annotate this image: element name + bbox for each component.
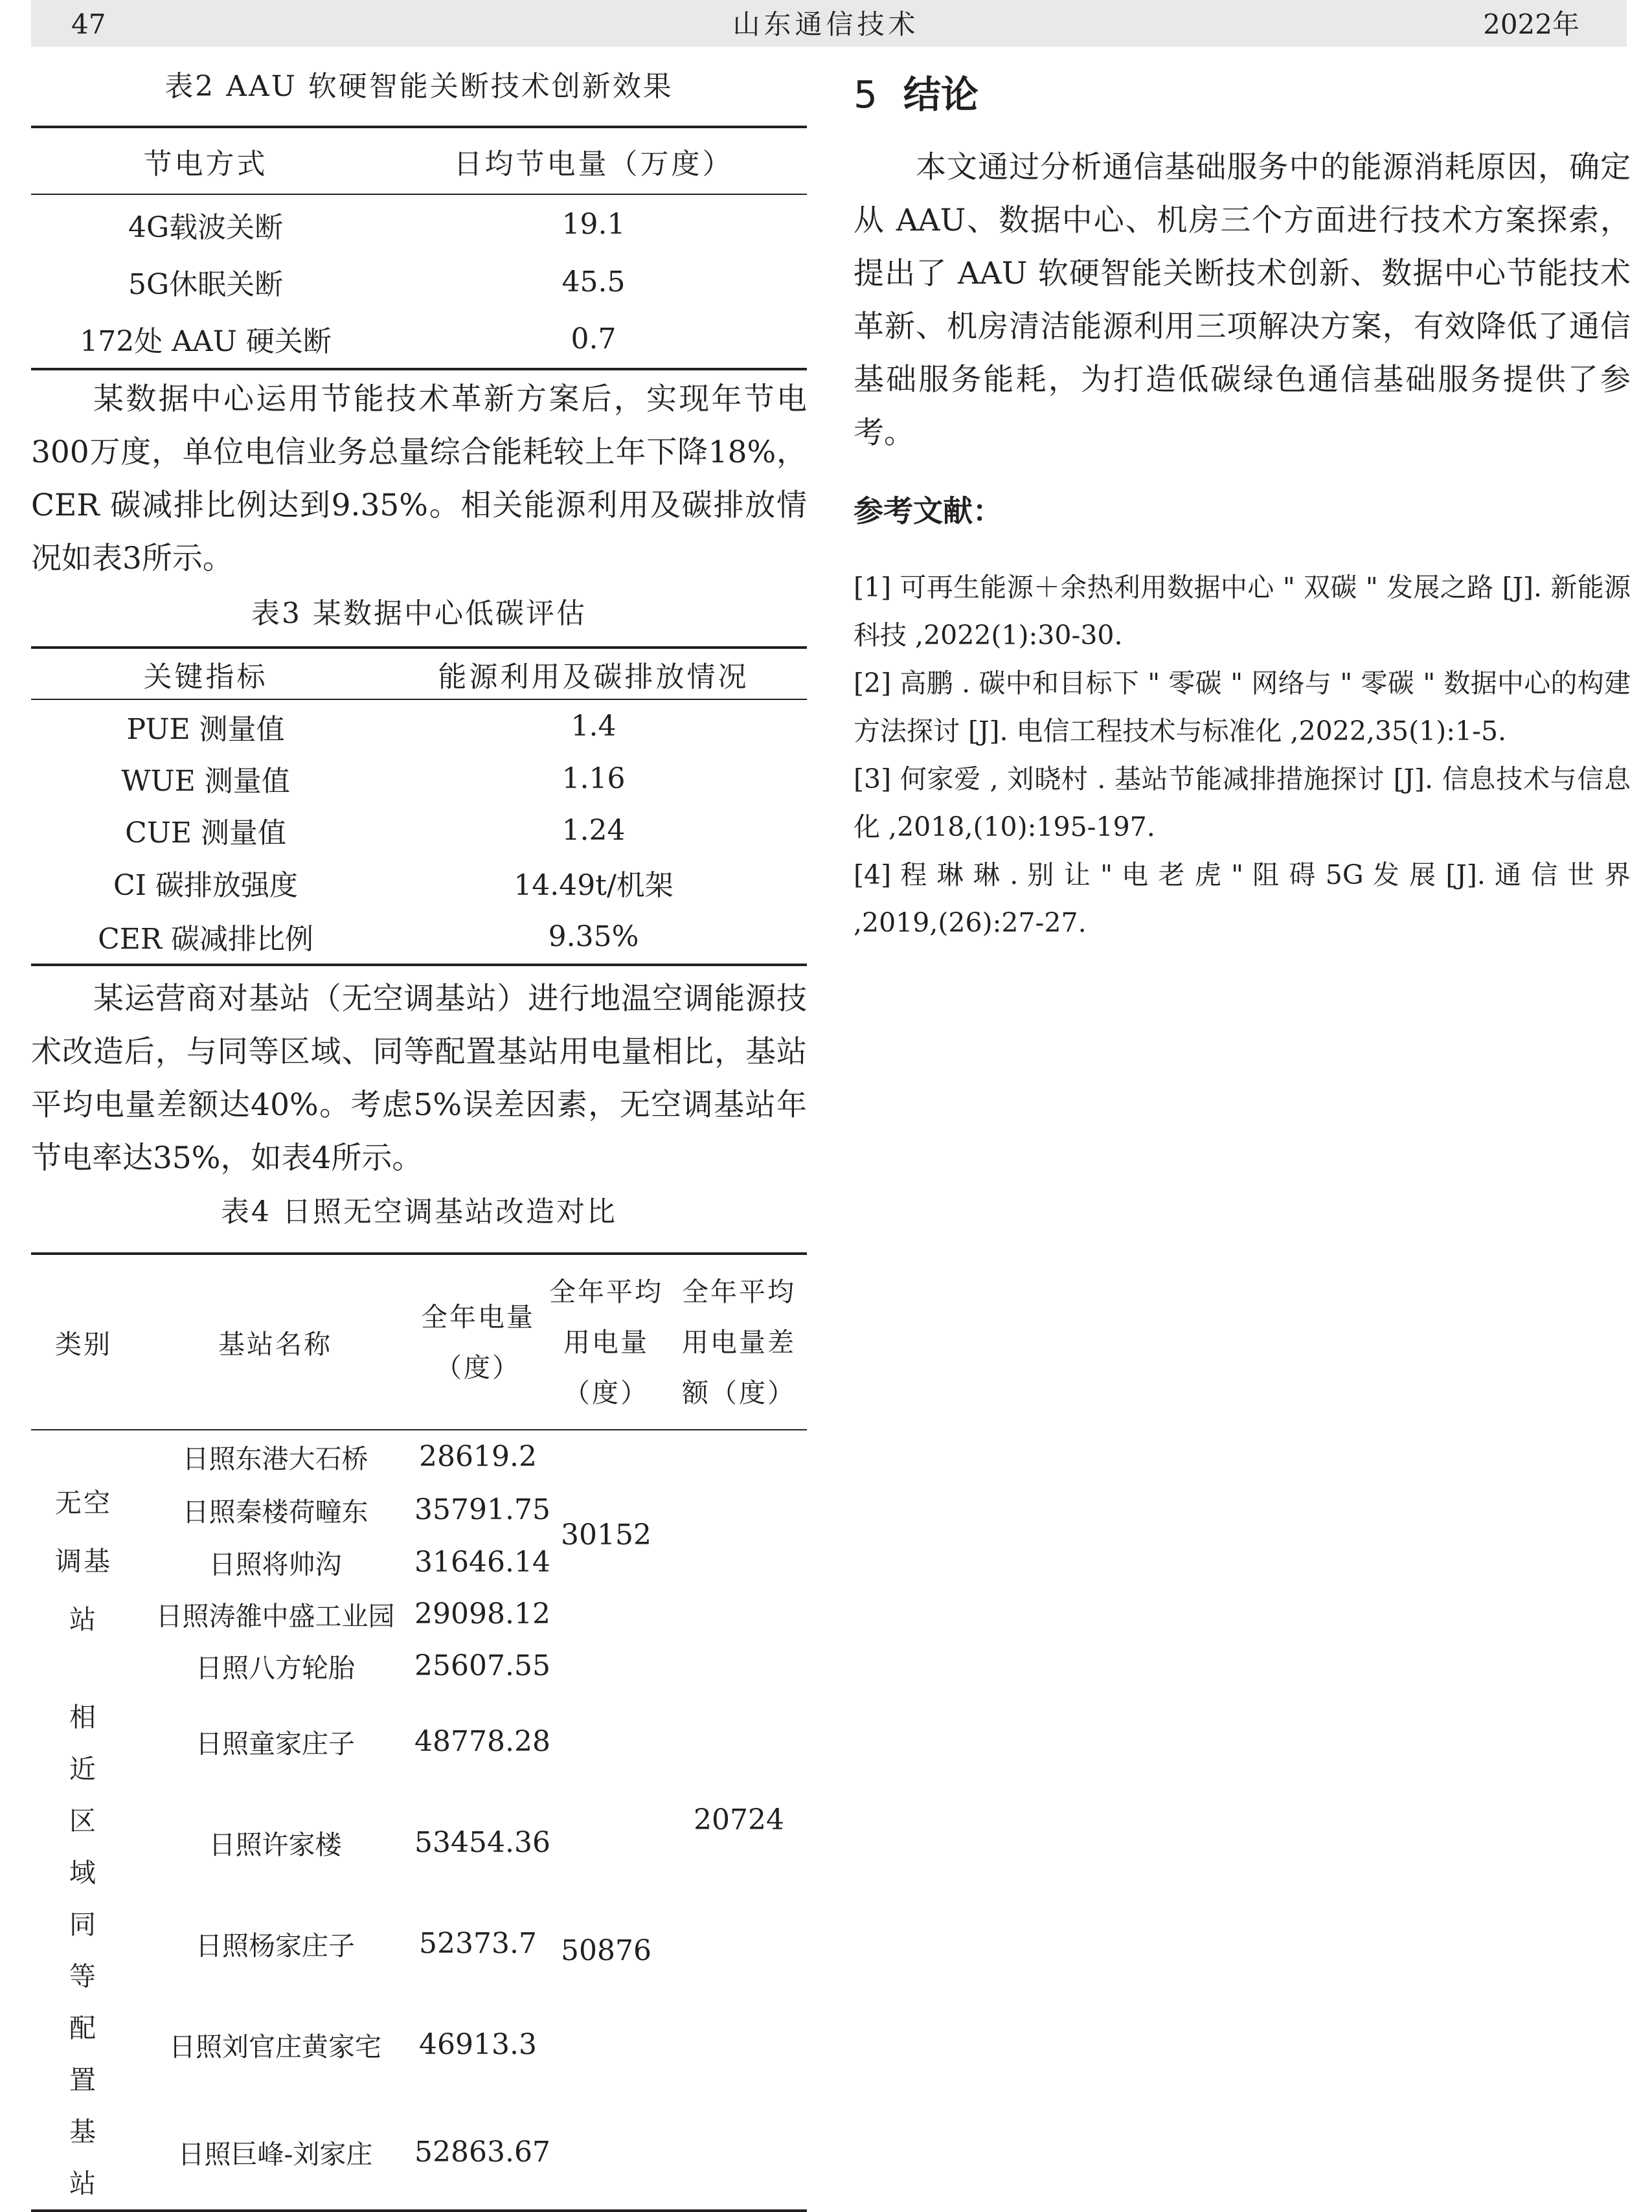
reference-item: [4] 程 琳 琳 . 别 让 " 电 老 虎 " 阻 碍 5G 发 展 [J]. 通 信 世 界 ,2019,(26):27-27. — [854, 859, 1631, 938]
table-row — [31, 194, 807, 254]
reference-item: [1] 可再生能源＋余热利用数据中心 " 双碳 " 发展之路 [J]. 新能源科技 ,2022(1):30-30. — [854, 572, 1631, 651]
table4-cell: 48778.28 — [414, 1725, 550, 1759]
table2-header: 节电方式 — [143, 147, 268, 181]
table2-cell: 19.1 — [561, 208, 626, 241]
table4-cell: 日照杨家庄子 — [196, 1930, 355, 1961]
table-row — [31, 1430, 807, 1483]
paragraph-datacenter: 某数据中心运用节能技术革新方案后，实现年节电300万度，单位电信业务总量综合能耗较上年下降18%，CER 碳减排比例达到9.35%。相关能源利用及碳排放情况如表3所示。 — [31, 381, 807, 576]
table-row — [31, 254, 807, 310]
table3-header: 能源利用及碳排放情况 — [438, 660, 749, 694]
table4-diff: 20724 — [694, 1803, 784, 1836]
page-number: 47 — [71, 8, 106, 40]
table-row — [31, 752, 807, 804]
reference-item: [3] 何家爱 , 刘晓村 . 基站节能减排措施探讨 [J]. 信息技术与信息化 ,2018,(10):195-197. — [854, 763, 1631, 842]
table4-cell: 日照许家楼 — [209, 1829, 342, 1861]
section-number: 5 — [854, 73, 877, 117]
table4-cell: 31646.14 — [414, 1545, 550, 1579]
journal-year: 2022年 — [1483, 8, 1579, 40]
table3-caption: 表3 某数据中心低碳评估 — [251, 597, 587, 630]
table3-cell: 1.16 — [561, 762, 626, 795]
table4-cell: 日照刘官庄黄家宅 — [169, 2031, 381, 2062]
table4-cell: 53454.36 — [414, 1826, 550, 1860]
reference-item: [2] 高鹏 . 碳中和目标下 " 零碳 " 网络与 " 零碳 " 数据中心的构建方法探讨 [J]. 电信工程技术与标准化 ,2022,35(1):1-5. — [854, 668, 1631, 747]
table4 — [31, 1252, 807, 2212]
table4-header-name: 基站名称 — [218, 1329, 332, 1360]
table3-cell: 1.4 — [571, 710, 617, 743]
table4-cell: 日照巨峰-刘家庄 — [177, 2138, 373, 2170]
table3-cell: WUE 测量值 — [121, 765, 290, 798]
table3-cell: CI 碳排放强度 — [113, 869, 299, 902]
table4-category: 无空调基站 — [55, 1487, 112, 1635]
table3-cell: 14.49t/机架 — [514, 869, 673, 902]
table4-cell: 25607.55 — [414, 1649, 550, 1682]
table2-cell: 0.7 — [571, 322, 617, 356]
table4-cell: 日照秦楼荷疃东 — [182, 1496, 368, 1528]
table4-avg: 50876 — [561, 1934, 651, 1967]
table-row — [31, 699, 807, 752]
table-row — [31, 856, 807, 909]
table4-header-category: 类别 — [55, 1329, 112, 1360]
table4-cell: 日照东港大石桥 — [182, 1443, 368, 1474]
conclusion-paragraph: 本文通过分析通信基础服务中的能源消耗原因，确定从 AAU、数据中心、机房三个方面进行技术方案探索，提出了 AAU 软硬智能关断技术创新、数据中心节能技术革新、机房清洁能源利用三项解决方案，有效降低了通信基础服务能耗，为打造低碳绿色通信基础服务提供了参考。 — [854, 150, 1631, 451]
table2-caption: 表2 AAU 软硬智能关断技术创新效果 — [164, 70, 673, 103]
reference-list — [854, 563, 1631, 947]
journal-name: 山东通信技术 — [732, 8, 920, 40]
table-row — [31, 310, 807, 369]
table-row — [31, 804, 807, 856]
section-heading — [854, 69, 1631, 120]
table2-cell: 45.5 — [561, 265, 626, 299]
table2-header: 日均节电量（万度） — [453, 147, 734, 181]
table4-cell: 52863.67 — [414, 2135, 550, 2169]
table4-cell: 日照将帅沟 — [209, 1548, 342, 1580]
table2 — [31, 126, 807, 370]
table4-cell: 52373.7 — [419, 1926, 537, 1960]
right-column — [854, 47, 1631, 947]
section-title: 结论 — [903, 73, 979, 117]
table3-cell: 9.35% — [548, 920, 639, 953]
table2-cell: 172处 AAU 硬关断 — [80, 325, 332, 358]
table4-cell: 日照童家庄子 — [196, 1728, 355, 1760]
table2-cell: 4G载波关断 — [128, 210, 284, 244]
table2-cell: 5G休眠关断 — [128, 268, 284, 301]
left-column — [31, 47, 807, 2212]
table3-header: 关键指标 — [143, 660, 268, 694]
table4-cell: 35791.75 — [414, 1493, 550, 1526]
table3 — [31, 646, 807, 966]
table3-cell: PUE 测量值 — [126, 712, 285, 746]
table4-category: 相近区域同等配置基站 — [69, 1702, 98, 2199]
table4-cell: 日照八方轮胎 — [196, 1652, 355, 1684]
table4-header-diff: 全年平均用电量差额（度） — [682, 1276, 796, 1408]
table4-avg: 30152 — [561, 1518, 651, 1552]
table4-cell: 29098.12 — [414, 1597, 550, 1631]
table4-header-annual: 全年电量（度） — [421, 1301, 535, 1383]
table4-cell: 日照涛雒中盛工业园 — [155, 1600, 395, 1632]
table4-caption: 表4 日照无空调基站改造对比 — [221, 1195, 617, 1228]
references-heading: 参考文献： — [854, 493, 1002, 528]
table4-cell: 28619.2 — [419, 1440, 537, 1473]
table-row — [31, 909, 807, 965]
table4-cell: 46913.3 — [419, 2027, 537, 2061]
table3-cell: CER 碳减排比例 — [98, 923, 313, 956]
table3-cell: 1.24 — [561, 813, 626, 847]
table3-cell: CUE 测量值 — [125, 817, 286, 850]
paragraph-basestation: 某运营商对基站（无空调基站）进行地温空调能源技术改造后，与同等区域、同等配置基站用电量相比，基站平均电量差额达40%。考虑5%误差因素，无空调基站年节电率达35%，如表4所示。 — [31, 981, 807, 1176]
table4-header-avg: 全年平均用电量（度） — [549, 1276, 663, 1408]
